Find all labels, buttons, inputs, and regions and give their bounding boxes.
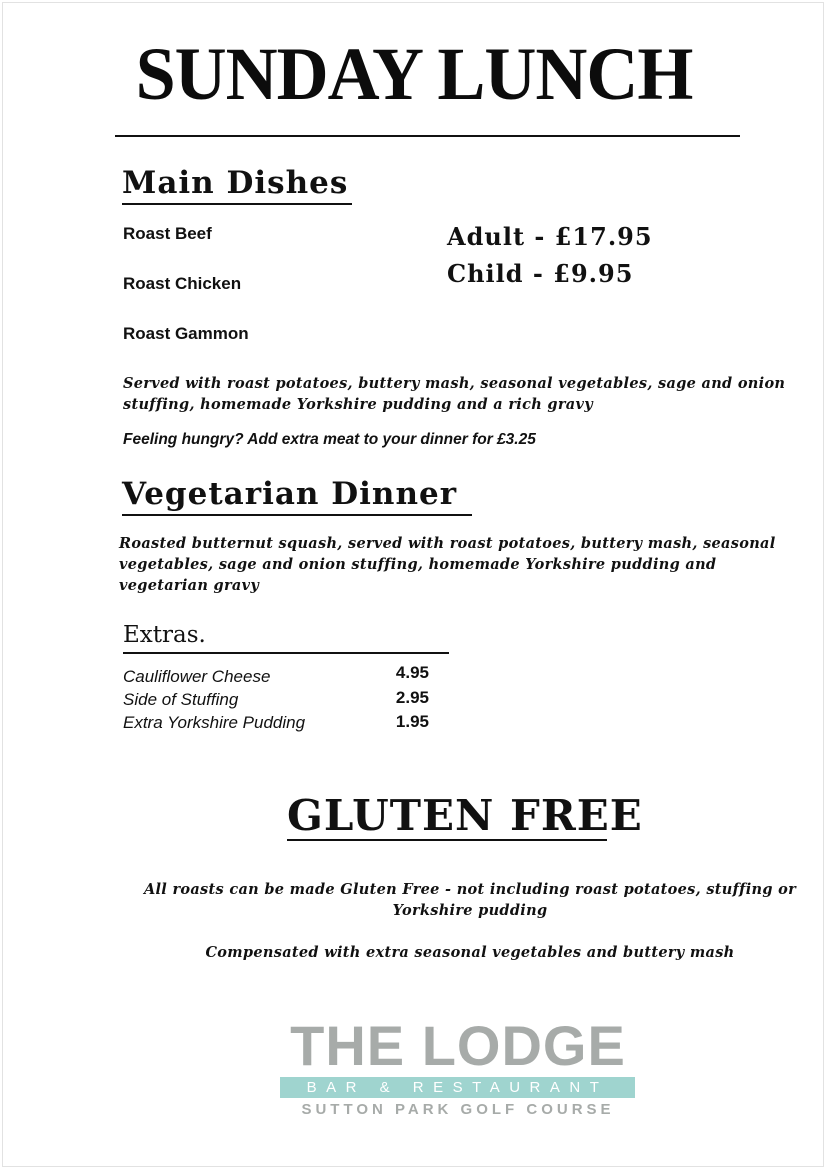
extra-item-name: Extra Yorkshire Pudding xyxy=(123,713,306,732)
dish-item: Roast Gammon xyxy=(123,324,249,343)
title-divider xyxy=(115,135,740,137)
vegetarian-description: Roasted butternut squash, served with roast potatoes, buttery mash, seasonal vegetables, sage and onion stuffing, homemade Yorkshire pudding and vegetarian gravy xyxy=(119,535,776,594)
page-title: SUNDAY LUNCH xyxy=(135,32,693,116)
extra-item-price: 4.95 xyxy=(395,663,429,682)
extra-item-name: Side of Stuffing xyxy=(123,690,239,709)
logo-tagline: BAR & RESTAURANT xyxy=(280,1077,635,1098)
vegetarian-heading: Vegetarian Dinner xyxy=(122,477,472,516)
child-price: Child - £9.95 xyxy=(447,259,634,288)
extra-item-name: Cauliflower Cheese xyxy=(123,667,271,686)
main-dishes-heading: Main Dishes xyxy=(122,166,352,205)
gluten-free-note: All roasts can be made Gluten Free - not including roast potatoes, stuffing or Yorkshire pudding xyxy=(143,881,797,919)
adult-price: Adult - £17.95 xyxy=(447,222,653,251)
logo-name: THE LODGE xyxy=(290,1014,626,1077)
extra-meat-note: Feeling hungry? Add extra meat to your dinner for £3.25 xyxy=(123,431,536,448)
dish-item: Roast Chicken xyxy=(123,274,242,293)
extra-item-price: 1.95 xyxy=(395,712,429,731)
extra-item-price: 2.95 xyxy=(395,688,429,707)
gluten-free-compensation: Compensated with extra seasonal vegetables and buttery mash xyxy=(205,944,735,961)
dish-item: Roast Beef xyxy=(123,224,212,243)
logo-subtitle: SUTTON PARK GOLF COURSE xyxy=(301,1101,615,1118)
main-dishes-description: Served with roast potatoes, buttery mash, seasonal vegetables, sage and onion stuffing, homemade Yorkshire pudding and a rich gravy xyxy=(123,375,786,413)
gluten-free-heading: GLUTEN FREE xyxy=(287,791,643,840)
extras-heading: Extras. xyxy=(123,622,449,654)
